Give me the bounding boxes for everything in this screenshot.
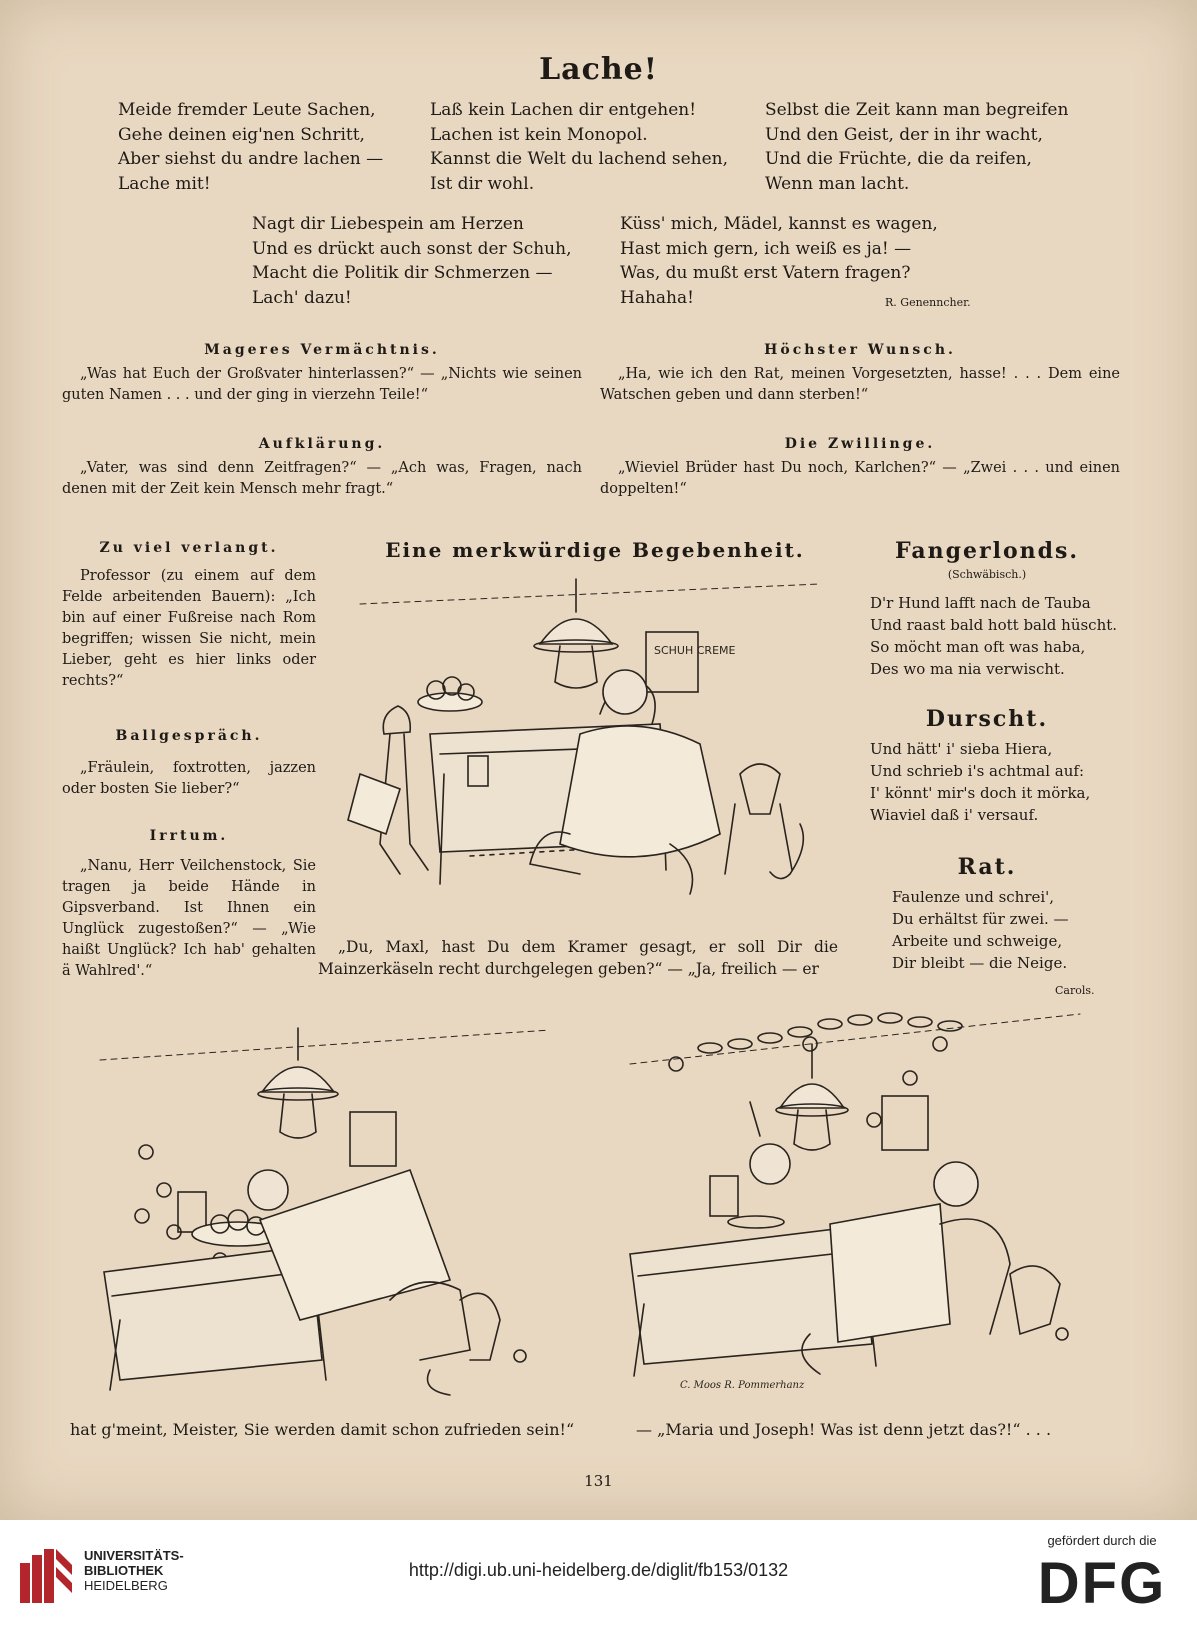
heading-aufklaerung: Aufklärung. xyxy=(258,436,386,452)
poem-stanza-4 xyxy=(252,212,571,310)
heading-durscht: Durscht. xyxy=(925,706,1049,732)
poem-line: Laß kein Lachen dir entgehen! xyxy=(430,100,697,120)
library-name-line: HEIDELBERG xyxy=(84,1578,168,1593)
heading-rat: Rat. xyxy=(957,854,1017,880)
poem-line: Gehe deinen eig'nen Schritt, xyxy=(118,124,365,145)
joke-irrtum: „Nanu, Herr Veilchenstock, Sie tragen ja beide Hände in Gipsverband. Ist Ihnen ein Unglück zugestoßen?“ — „Wie haißt Unglück? Ich hab' gehalten ä Wahlred'.“ xyxy=(62,858,316,979)
poem-stanza-1 xyxy=(118,98,383,196)
page-title: Lache! xyxy=(539,52,658,87)
joke-zwillinge: „Wieviel Brüder hast Du noch, Karlchen?“ — „Zwei . . . und einen doppelten!“ xyxy=(600,460,1120,497)
poem-line: Arbeite und schweige, xyxy=(892,932,1063,950)
poem-line: Macht die Politik dir Schmerzen — xyxy=(252,263,553,283)
poem-line: Lach' dazu! xyxy=(252,287,352,308)
poem-line: So möcht man oft was haba, xyxy=(870,638,1086,656)
poem-line: Des wo ma nia verwischt. xyxy=(870,660,1065,678)
heading-fanger: Fangerlonds. xyxy=(894,538,1080,564)
poem-line: Kannst die Welt du lachend sehen, xyxy=(430,149,729,169)
illustration-caption-1: „Du, Maxl, hast Du dem Kramer gesagt, er soll Dir die Mainzerkäseln recht durchgelegen geben?“ — „Ja, freilich — er xyxy=(318,938,838,978)
source-url-link[interactable]: http://digi.ub.uni-heidelberg.de/diglit/fb153/0132 xyxy=(408,1560,789,1580)
funding-label: gefördert durch die xyxy=(1047,1533,1157,1548)
poem-stanza-3 xyxy=(765,98,1068,196)
illustration-caption-3: — „Maria und Joseph! Was ist denn jetzt das?!“ . . . xyxy=(636,1420,1052,1439)
joke-zuviel: Professor (zu einem auf dem Felde arbeitenden Bauern): „Ich bin auf einer Fußreise nach Rom begriffen; wissen Sie nicht, mein Lieber, geht es hier links oder rechts?“ xyxy=(62,568,316,689)
poem-line: Aber siehst du andre lachen — xyxy=(118,149,384,169)
poem-line: Hahaha! xyxy=(620,287,694,308)
poem-line: Was, du mußt erst Vatern fragen? xyxy=(620,263,911,283)
library-name-line: UNIVERSITÄTS- xyxy=(84,1548,184,1563)
heading-ball: Ballgespräch. xyxy=(115,728,263,744)
poem-stanza-2 xyxy=(430,98,728,196)
poem-line: Und es drückt auch sonst der Schuh, xyxy=(252,238,572,259)
poem-line: Ist dir wohl. xyxy=(430,173,535,194)
poem-line: Und raast bald hott bald hüscht. xyxy=(870,616,1118,634)
poem-line: D'r Hund lafft nach de Tauba xyxy=(870,594,1091,612)
poem-line: I' könnt' mir's doch it mörka, xyxy=(870,784,1091,802)
heading-mageres: Mageres Vermächtnis. xyxy=(204,342,440,358)
library-name-line: BIBLIOTHEK xyxy=(84,1563,164,1578)
heading-hoechster: Höchster Wunsch. xyxy=(764,342,956,358)
poem-line: Nagt dir Liebespein am Herzen xyxy=(252,214,524,234)
joke-hoechster: „Ha, wie ich den Rat, meinen Vorgesetzten, hasse! . . . Dem eine Watschen geben und dann sterben!“ xyxy=(600,366,1120,403)
illustration-3 xyxy=(610,1004,1090,1404)
joke-ball: „Fräulein, foxtrotten, jazzen oder bosten Sie lieber?“ xyxy=(62,760,316,797)
poem-line: Dir bleibt — die Neige. xyxy=(892,954,1068,972)
joke-mageres: „Was hat Euch der Großvater hinterlassen?“ — „Nichts wie seinen guten Namen . . . und der ging in vierzehn Teile!“ xyxy=(62,366,582,403)
poem-line: Und den Geist, der in ihr wacht, xyxy=(765,124,1043,145)
subheading-schwaebisch: (Schwäbisch.) xyxy=(947,568,1027,581)
poem-line: Und die Früchte, die da reifen, xyxy=(765,149,1032,169)
heading-zuviel: Zu viel verlangt. xyxy=(99,540,279,556)
illustration-caption-2: hat g'meint, Meister, Sie werden damit schon zufrieden sein!“ xyxy=(70,1420,575,1439)
heading-irrtum: Irrtum. xyxy=(149,828,229,844)
poem-line: Lachen ist kein Monopol. xyxy=(430,124,648,145)
artist-signature: C. Moos R. Pommerhanz xyxy=(680,1380,805,1391)
poem-line: Meide fremder Leute Sachen, xyxy=(118,100,376,120)
poem-line: Hast mich gern, ich weiß es ja! — xyxy=(620,238,912,259)
poem-rat xyxy=(892,886,1132,974)
illustration-2 xyxy=(90,1020,560,1410)
funder-logo: DFG xyxy=(1037,1551,1167,1616)
poem-line: Selbst die Zeit kann man begreifen xyxy=(765,100,1069,120)
heading-zwillinge: Die Zwillinge. xyxy=(784,436,936,452)
poem-line: Küss' mich, Mädel, kannst es wagen, xyxy=(620,214,938,234)
joke-aufklaerung: „Vater, was sind denn Zeitfragen?“ — „Ach was, Fragen, nach denen mit der Zeit kein Mensch mehr fragt.“ xyxy=(62,460,582,497)
page-number: 131 xyxy=(584,1472,613,1490)
poem-signature: R. Genenncher. xyxy=(885,296,971,309)
poem-fanger xyxy=(870,592,1140,680)
sign-text: SCHUH CREME xyxy=(654,644,736,657)
illustration-1 xyxy=(340,574,840,924)
poem-line: Du erhältst für zwei. — xyxy=(892,910,1069,928)
poem-durscht xyxy=(870,738,1140,826)
rat-signature: Carols. xyxy=(1055,984,1095,997)
poem-line: Und hätt' i' sieba Hiera, xyxy=(870,740,1053,758)
poem-line: Wiaviel daß i' versauf. xyxy=(870,806,1039,824)
poem-line: Lache mit! xyxy=(118,173,211,194)
poem-line: Und schrieb i's achtmal auf: xyxy=(870,762,1085,780)
poem-line: Faulenze und schrei', xyxy=(892,888,1055,906)
poem-line: Wenn man lacht. xyxy=(765,173,910,194)
heading-begebenheit: Eine merkwürdige Begebenheit. xyxy=(385,538,805,562)
